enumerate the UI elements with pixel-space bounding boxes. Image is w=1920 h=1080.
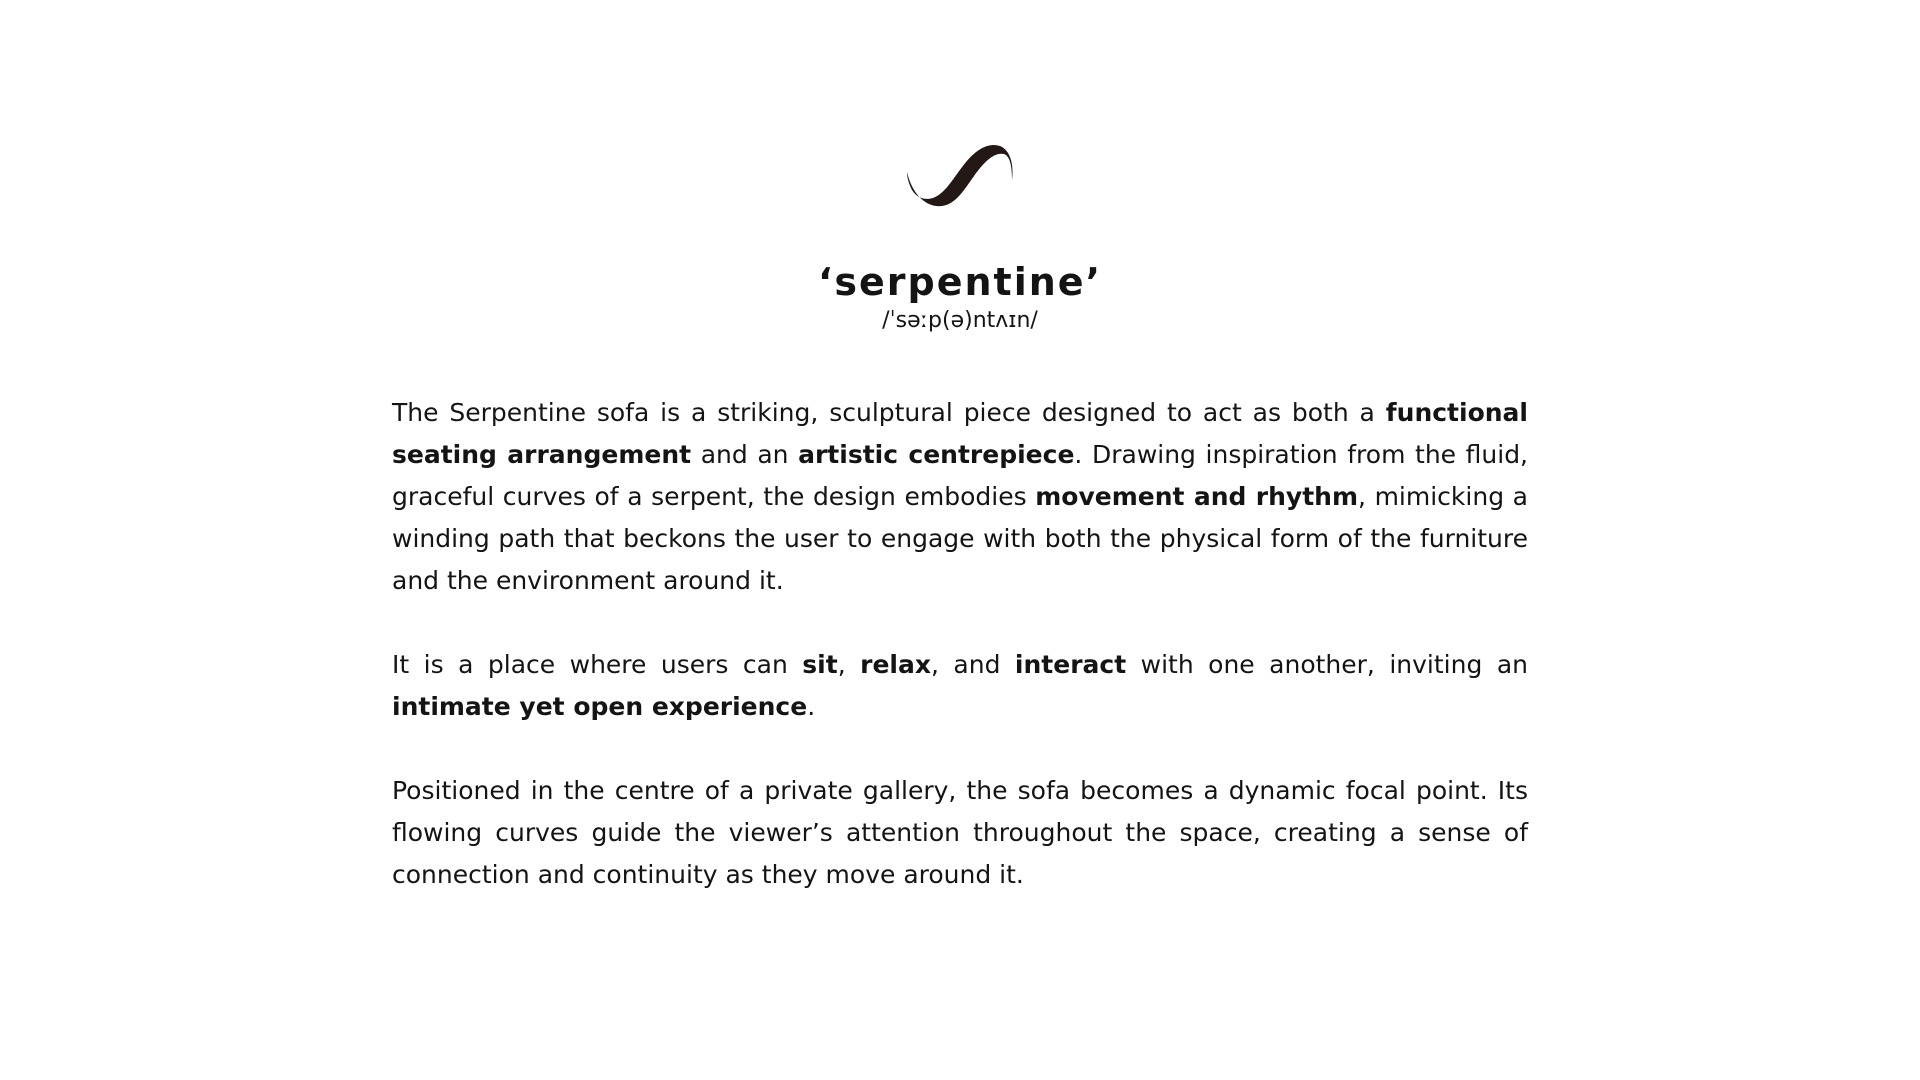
description-body [392,392,1528,938]
text-segment: , [837,650,861,679]
text-segment: and an [691,440,799,469]
page-title: ‘serpentine’ [817,260,1103,304]
text-segment: with one another, inviting an [1126,650,1528,679]
serpentine-curve-icon [904,142,1016,216]
emphasis-intimate-experience: intimate yet open experience [392,692,808,721]
emphasis-relax: relax [860,650,931,679]
paragraph-2 [392,644,1528,728]
text-segment: , and [930,650,1015,679]
emphasis-functional-seating: functional seating arrangement [392,398,1528,469]
emphasis-sit: sit [802,650,838,679]
pronunciation: /ˈsəːp(ə)ntʌɪn/ [882,308,1038,333]
text-segment: The Serpentine sofa is a striking, sculptural piece designed to act as both a [392,398,1386,427]
emphasis-interact: interact [1014,650,1127,679]
emphasis-artistic-centrepiece: artistic centrepiece [798,440,1075,469]
text-segment: It is a place where users can [392,650,803,679]
text-segment: Positioned in the centre of a private gallery, the sofa becomes a dynamic focal point. Its flowing curves guide the viewer’s attention throughout the space, creating a sense of connection and continuity as they move around it. [392,776,1528,889]
paragraph-3 [392,770,1528,896]
paragraph-1 [392,392,1528,602]
text-segment: . [807,692,816,721]
emphasis-movement-rhythm: movement and rhythm [1035,482,1359,511]
text-segment: , mimicking a winding path that beckons the user to engage with both the physical form of the furniture and the environment around it. [392,482,1528,595]
text-segment: . Drawing inspiration from the fluid, graceful curves of a serpent, the design embodies [392,440,1529,511]
